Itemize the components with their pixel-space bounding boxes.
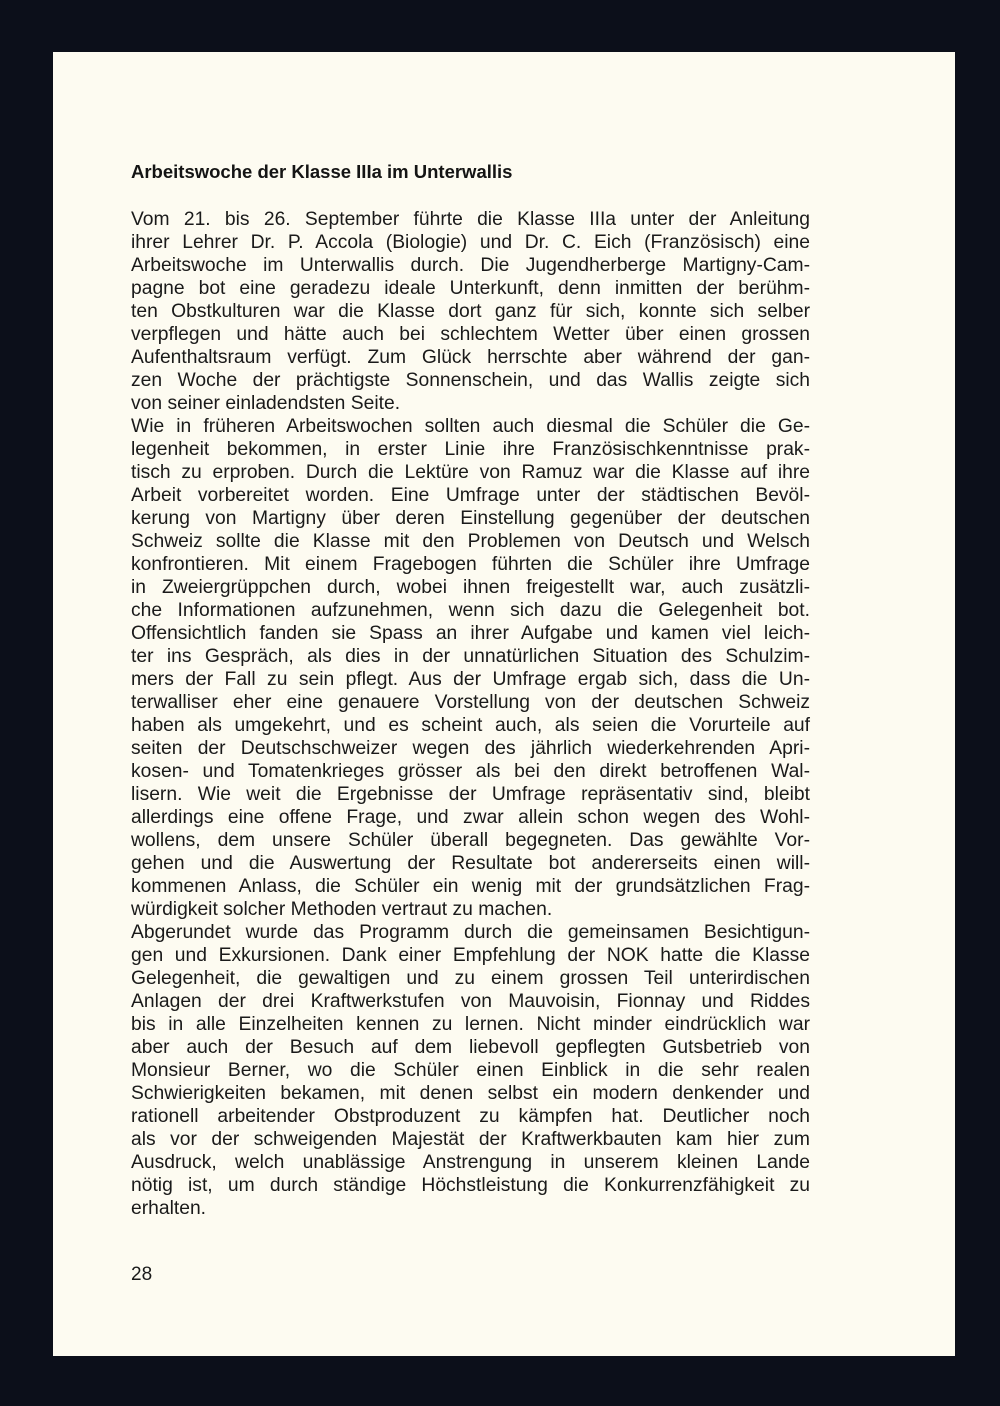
text-line: tisch zu erproben. Durch die Lektüre von Ramuz war die Klasse auf ihre	[131, 462, 810, 483]
text-line: ter ins Gespräch, als dies in der unnatürlichen Situation des Schulzim-	[131, 646, 810, 667]
text-line: Schweiz sollte die Klasse mit den Problemen von Deutsch und Welsch	[131, 531, 810, 552]
text-line: bis in alle Einzelheiten kennen zu lernen. Nicht minder eindrücklich war	[131, 1014, 810, 1035]
text-line: kosen- und Tomatenkrieges grösser als bei den direkt betroffenen Wal-	[131, 761, 810, 782]
text-line: verpflegen und hätte auch bei schlechtem Wetter über einen grossen	[131, 324, 810, 345]
text-line: gen und Exkursionen. Dank einer Empfehlung der NOK hatte die Klasse	[131, 945, 810, 966]
paragraph	[131, 208, 810, 415]
text-line: Offensichtlich fanden sie Spass an ihrer Aufgabe und kamen viel leich-	[131, 623, 810, 644]
text-line: Schwierigkeiten bekamen, mit denen selbst ein modern denkender und	[131, 1083, 810, 1104]
text-line: legenheit bekommen, in erster Linie ihre Französischkenntnisse prak-	[131, 439, 810, 460]
article-body	[131, 208, 810, 1220]
text-line: kerung von Martigny über deren Einstellung gegenüber der deutschen	[131, 508, 810, 529]
text-line: Gelegenheit, die gewaltigen und zu einem grossen Teil unterirdischen	[131, 968, 810, 989]
text-line: haben als umgekehrt, und es scheint auch, als seien die Vorurteile auf	[131, 715, 810, 736]
text-line: Wie in früheren Arbeitswochen sollten auch diesmal die Schüler die Ge-	[131, 416, 810, 437]
text-line: konfrontieren. Mit einem Fragebogen führten die Schüler ihre Umfrage	[131, 554, 810, 575]
text-line: kommenen Anlass, die Schüler ein wenig mit der grundsätzlichen Frag-	[131, 876, 810, 897]
text-line: aber auch der Besuch auf dem liebevoll gepflegten Gutsbetrieb von	[131, 1037, 810, 1058]
text-line: lisern. Wie weit die Ergebnisse der Umfrage repräsentativ sind, bleibt	[131, 784, 810, 805]
text-line: Anlagen der drei Kraftwerkstufen von Mauvoisin, Fionnay und Riddes	[131, 991, 810, 1012]
text-line: würdigkeit solcher Methoden vertraut zu machen.	[131, 899, 553, 920]
text-line: in Zweiergrüppchen durch, wobei ihnen freigestellt war, auch zusätzli-	[131, 577, 810, 598]
text-line: ihrer Lehrer Dr. P. Accola (Biologie) und Dr. C. Eich (Französisch) eine	[131, 232, 810, 253]
text-line: zen Woche der prächtigste Sonnenschein, und das Wallis zeigte sich	[131, 370, 810, 391]
text-line: als vor der schweigenden Majestät der Kraftwerkbauten kam hier zum	[131, 1129, 810, 1150]
page-number: 28	[131, 1264, 153, 1285]
text-line: nötig ist, um durch ständige Höchstleistung die Konkurrenzfähigkeit zu	[131, 1175, 810, 1196]
text-line: Monsieur Berner, wo die Schüler einen Einblick in die sehr realen	[131, 1060, 810, 1081]
text-line: gehen und die Auswertung der Resultate bot andererseits einen will-	[131, 853, 810, 874]
text-line: Arbeitswoche im Unterwallis durch. Die Jugendherberge Martigny-Cam-	[131, 255, 810, 276]
text-line: terwalliser eher eine genauere Vorstellung von der deutschen Schweiz	[131, 692, 810, 713]
article-title: Arbeitswoche der Klasse IIIa im Unterwallis	[131, 161, 513, 182]
text-line: erhalten.	[131, 1198, 207, 1219]
text-line: wollens, dem unsere Schüler überall begegneten. Das gewählte Vor-	[131, 830, 810, 851]
text-line: ten Obstkulturen war die Klasse dort ganz für sich, konnte sich selber	[131, 301, 810, 322]
text-line: Ausdruck, welch unablässige Anstrengung in unserem kleinen Lande	[131, 1152, 810, 1173]
text-line: Vom 21. bis 26. September führte die Klasse IIIa unter der Anleitung	[131, 209, 810, 230]
text-line: rationell arbeitender Obstproduzent zu kämpfen hat. Deutlicher noch	[131, 1106, 810, 1127]
paragraph	[131, 415, 810, 921]
text-line: allerdings eine offene Frage, und zwar allein schon wegen des Wohl-	[131, 807, 810, 828]
text-line: Aufenthaltsraum verfügt. Zum Glück herrschte aber während der gan-	[131, 347, 810, 368]
text-line: mers der Fall zu sein pflegt. Aus der Umfrage ergab sich, dass die Un-	[131, 669, 810, 690]
text-line: pagne bot eine geradezu ideale Unterkunft, denn inmitten der berühm-	[131, 278, 810, 299]
text-line: Arbeit vorbereitet worden. Eine Umfrage unter der städtischen Bevöl-	[131, 485, 810, 506]
text-line: che Informationen aufzunehmen, wenn sich dazu die Gelegenheit bot.	[131, 600, 810, 621]
paragraph	[131, 921, 810, 1220]
text-line: Abgerundet wurde das Programm durch die gemeinsamen Besichtigun-	[131, 922, 810, 943]
text-line: von seiner einladendsten Seite.	[131, 393, 401, 414]
text-line: seiten der Deutschschweizer wegen des jährlich wiederkehrenden Apri-	[131, 738, 810, 759]
